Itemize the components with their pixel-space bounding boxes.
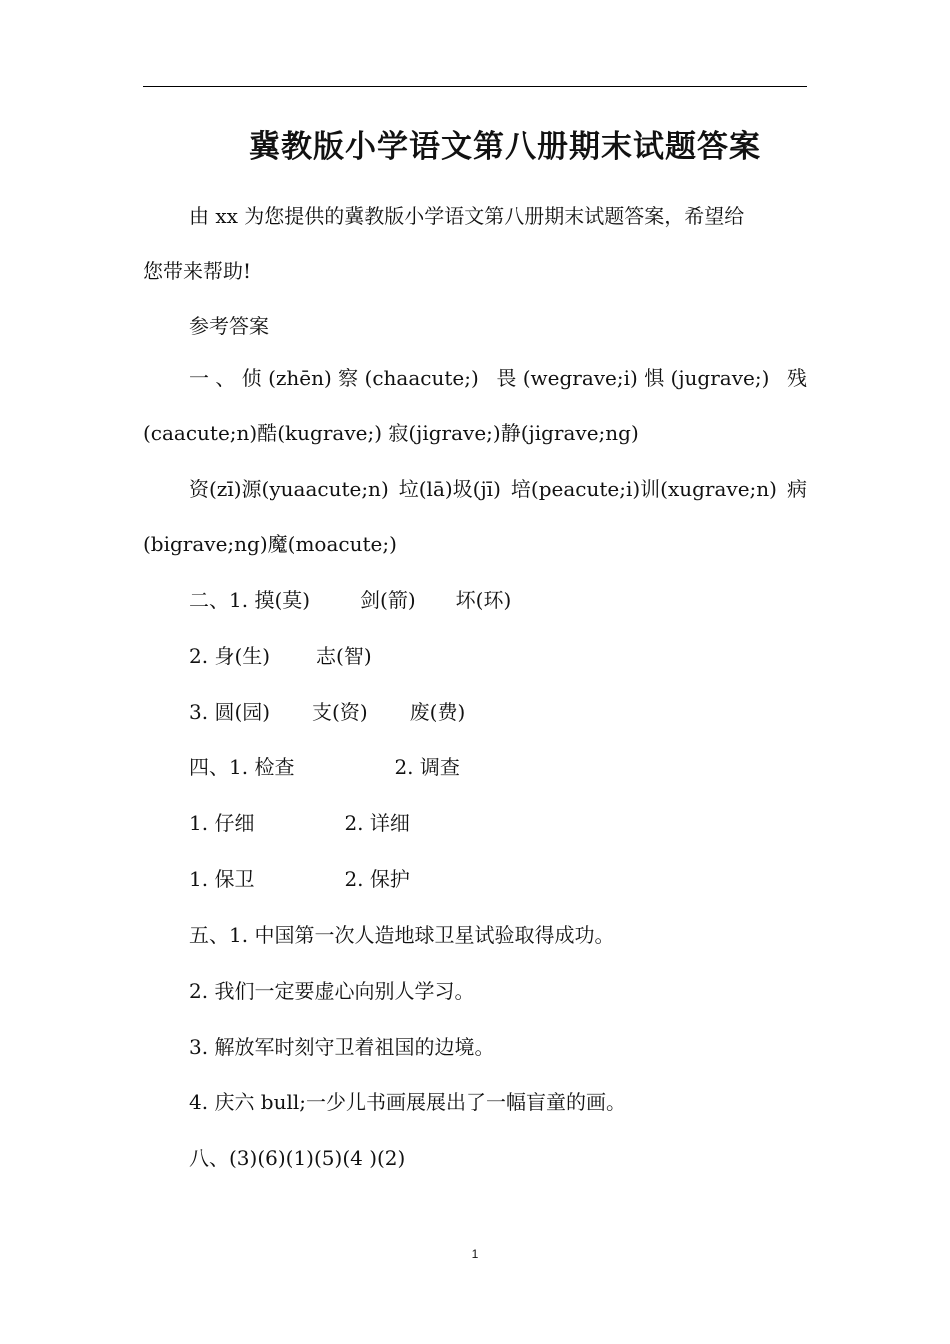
section-4-row-2-part-2: 2. 详细 (344, 811, 410, 835)
section-2-row-3-part-2: 支(资) (312, 700, 368, 724)
section-1-row-3-part-3: 培(peacute;i)训(xugrave;n) (510, 477, 777, 501)
page-number: 1 (471, 1247, 479, 1261)
section-2-row-2 (143, 642, 807, 670)
section-1-row-1-part-2: 畏 (wegrave;i) 惧 (jugrave;) (496, 366, 770, 390)
section-1-row-3-part-4: 病 (786, 477, 807, 501)
section-4-row-2-part-1: 1. 仔细 (189, 811, 255, 835)
section-4-row-1-part-2: 2. 调查 (394, 755, 460, 779)
section-1-row-3 (143, 475, 807, 503)
section-4-row-1-part-1: 四、1. 检查 (189, 755, 295, 779)
section-5-row-4: 4. 庆六 bull;一少儿书画展展出了一幅盲童的画。 (189, 1090, 627, 1114)
section-1-row-1-part-3: 残 (787, 366, 807, 390)
section-2-row-1-part-3: 坏(环) (455, 588, 512, 612)
section-1-row-4: (bigrave;ng)魔(moacute;) (143, 532, 397, 556)
section-2-row-1-part-1: 二、1. 摸(莫) (189, 588, 311, 612)
section-1-row-2: (caacute;n)酷(kugrave;) 寂(jigrave;)静(jigrave;ng) (143, 421, 639, 445)
section-2-row-3-part-3: 废(费) (409, 700, 466, 724)
section-2-row-2-part-2: 志(智) (316, 644, 372, 668)
reference-heading: 参考答案 (189, 314, 269, 338)
section-4-row-3-part-2: 2. 保护 (344, 867, 410, 891)
section-8-row-1: 八、(3)(6)(1)(5)(4 )(2) (189, 1146, 406, 1170)
document-title: 冀教版小学语文第八册期末试题答案 (249, 129, 761, 165)
section-4-row-3 (143, 865, 807, 893)
intro-line-2: 您带来帮助! (143, 259, 252, 283)
section-2-row-2-part-1: 2. 身(生) (189, 644, 271, 668)
section-2-row-1 (143, 586, 807, 614)
intro-line-1: 由 xx 为您提供的冀教版小学语文第八册期末试题答案，希望给 (189, 204, 745, 228)
section-5-row-2: 2. 我们一定要虚心向别人学习。 (189, 979, 475, 1003)
header-rule (143, 86, 807, 87)
section-2-row-1-part-2: 剑(箭) (360, 588, 416, 612)
section-1-row-1 (143, 364, 807, 392)
section-1-row-3-part-2: 垃(lā)圾(jī) (398, 477, 501, 501)
section-4-row-2 (143, 809, 807, 837)
section-1-row-1-part-1: 一 、 侦 (zhēn) 察 (chaacute;) (189, 366, 479, 390)
section-2-row-3 (143, 698, 807, 726)
section-1-row-3-part-1: 资(zī)源(yuaacute;n) (189, 477, 389, 501)
section-4-row-3-part-1: 1. 保卫 (189, 867, 255, 891)
section-5-row-1: 五、1. 中国第一次人造地球卫星试验取得成功。 (189, 923, 615, 947)
section-5-row-3: 3. 解放军时刻守卫着祖国的边境。 (189, 1035, 495, 1059)
section-4-row-1 (143, 753, 807, 781)
section-2-row-3-part-1: 3. 圆(园) (189, 700, 271, 724)
